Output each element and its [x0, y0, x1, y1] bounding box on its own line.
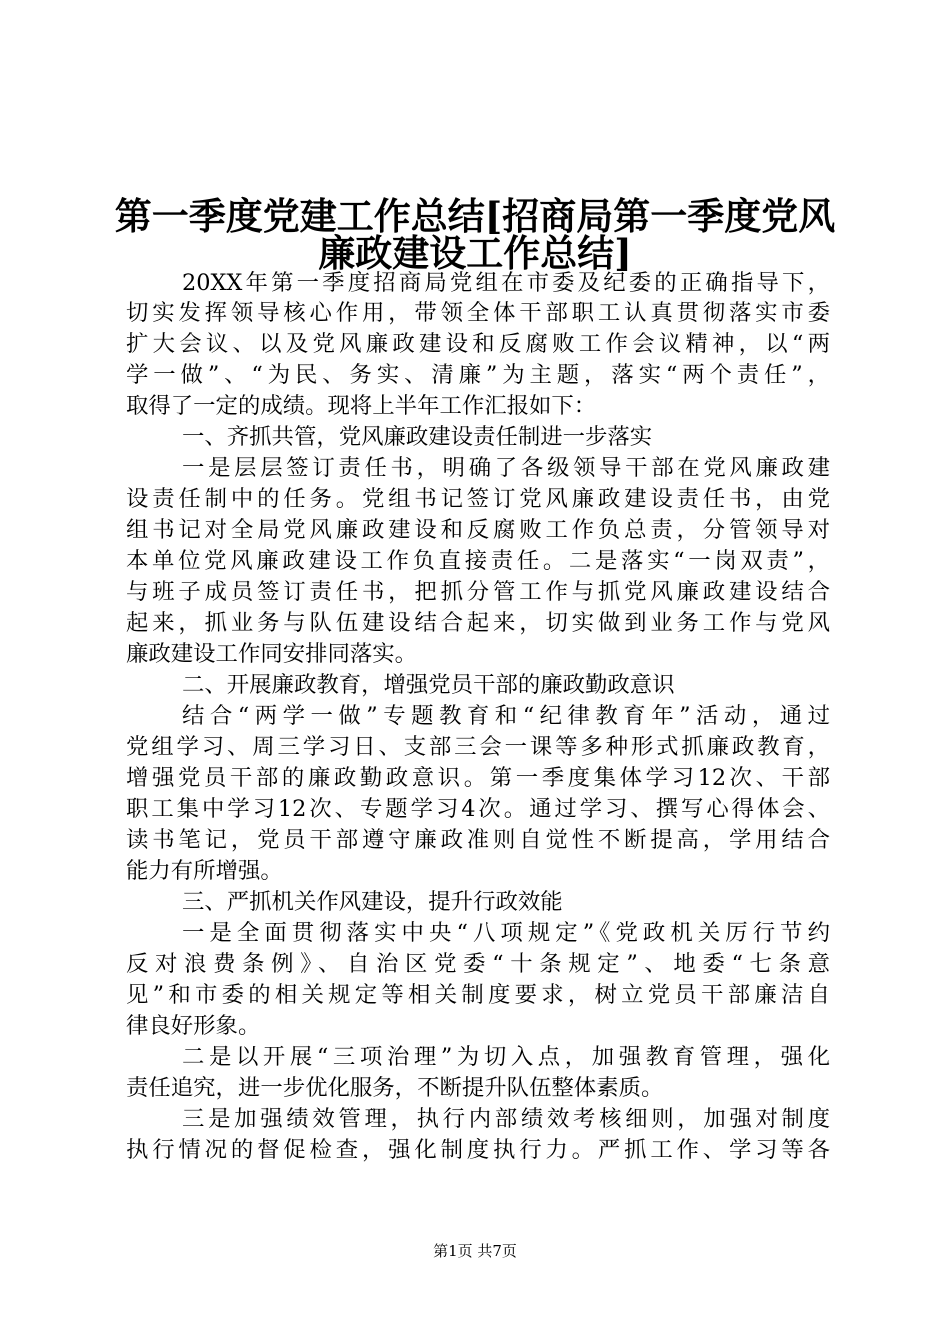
paragraph-line: 能力有所增强。: [126, 858, 283, 884]
paragraph-line: 三是加强绩效管理，执行内部绩效考核细则，加强对制度: [182, 1106, 830, 1132]
paragraph-line: 结合“两学一做”专题教育和“纪律教育年”活动，通过: [182, 703, 830, 729]
paragraph-line: 20XX年第一季度招商局党组在市委及纪委的正确指导下，: [182, 270, 830, 296]
paragraph-line: 取得了一定的成绩。现将上半年工作汇报如下：: [126, 393, 597, 419]
paragraph-line: 一是全面贯彻落实中央“八项规定”《党政机关厉行节约: [182, 920, 830, 946]
paragraph-line: 责任追究，进一步优化服务，不断提升队伍整体素质。: [126, 1075, 664, 1101]
paragraph-line: 见”和市委的相关规定等相关制度要求，树立党员干部廉洁自: [126, 982, 830, 1008]
document-title-line-2: 廉政建设工作总结]: [318, 231, 632, 275]
paragraph-line: 本单位党风廉政建设工作负直接责任。二是落实“一岗双责”，: [126, 548, 830, 574]
paragraph-line: 廉政建设工作同安排同落实。: [126, 641, 418, 667]
paragraph-line: 学一做”、“为民、务实、清廉”为主题，落实“两个责任”，: [126, 362, 830, 388]
paragraph-line: 读书笔记，党员干部遵守廉政准则自觉性不断提高，学用结合: [126, 827, 830, 853]
section-heading: 三、严抓机关作风建设，提升行政效能: [182, 889, 563, 915]
paragraph-line: 执行情况的督促检查，强化制度执行力。严抓工作、学习等各: [126, 1137, 830, 1163]
paragraph-line: 设责任制中的任务。党组书记签订党风廉政建设责任书，由党: [126, 486, 830, 512]
paragraph-line: 反对浪费条例》、自治区党委“十条规定”、地委“七条意: [126, 951, 830, 977]
paragraph-line: 党组学习、周三学习日、支部三会一课等多种形式抓廉政教育，: [126, 734, 830, 760]
section-heading: 一、齐抓共管，党风廉政建设责任制进一步落实: [182, 424, 653, 450]
section-heading: 二、开展廉政教育，增强党员干部的廉政勤政意识: [182, 672, 675, 698]
paragraph-line: 起来，抓业务与队伍建设结合起来，切实做到业务工作与党风: [126, 610, 830, 636]
paragraph-line: 律良好形象。: [126, 1013, 261, 1039]
page-footer: 第1页 共7页: [433, 1242, 517, 1260]
paragraph-line: 增强党员干部的廉政勤政意识。第一季度集体学习12次、干部: [126, 765, 830, 791]
paragraph-line: 与班子成员签订责任书，把抓分管工作与抓党风廉政建设结合: [126, 579, 830, 605]
paragraph-line: 扩大会议、以及党风廉政建设和反腐败工作会议精神，以“两: [126, 331, 830, 357]
paragraph-line: 一是层层签订责任书，明确了各级领导干部在党风廉政建: [182, 455, 830, 481]
paragraph-line: 职工集中学习12次、专题学习4次。通过学习、撰写心得体会、: [126, 796, 830, 822]
document-title-line-1: 第一季度党建工作总结[招商局第一季度党风: [114, 194, 836, 238]
paragraph-line: 组书记对全局党风廉政建设和反腐败工作负总责，分管领导对: [126, 517, 830, 543]
paragraph-line: 切实发挥领导核心作用，带领全体干部职工认真贯彻落实市委: [126, 300, 830, 326]
paragraph-line: 二是以开展“三项治理”为切入点，加强教育管理，强化: [182, 1044, 830, 1070]
